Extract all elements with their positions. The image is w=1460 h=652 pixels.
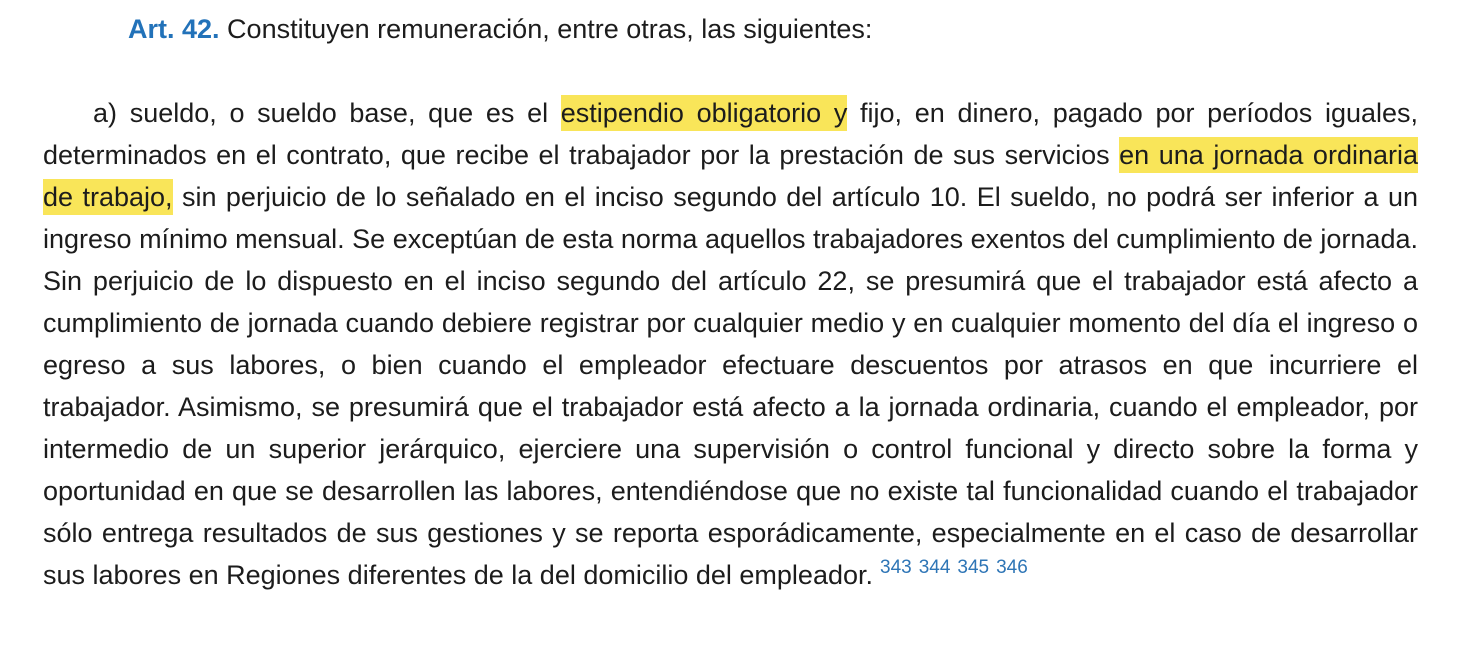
highlighted-text: en una jornada ordinaria de trabajo, bbox=[43, 137, 1418, 215]
article-intro: Constituyen remuneración, entre otras, las siguientes: bbox=[219, 14, 873, 44]
footnote-link[interactable]: 346 bbox=[996, 557, 1028, 578]
paragraph-text: a) sueldo, o sueldo base, que es el bbox=[93, 98, 561, 128]
paragraph-text: sin perjuicio de lo señalado en el inciso segundo del artículo 10. El sueldo, no podrá ser inferior a un ingreso mínimo mensual. Se exceptúan de esta norma aquellos trabajadores exentos del cumplimiento de jornada. Sin perjuicio de lo dispuesto en el inciso segundo del artículo 22, se presumirá que el trabajador está afecto a cumplimiento de jornada cuando debiere registrar por cualquier medio y en cualquier momento del día el ingreso o egreso a sus labores, o bien cuando el empleador efectuare descuentos por atrasos en que incurriere el trabajador. Asimismo, se presumirá que el trabajador está afecto a la jornada ordinaria, cuando el empleador, por intermedio de un superior jerárquico, ejerciere una supervisión o control funcional y directo sobre la forma y oportunidad en que se desarrollen las labores, entendiéndose que no existe tal funcionalidad cuando el trabajador sólo entrega resultados de sus gestiones y se reporta esporádicamente, especialmente en el caso de desarrollar sus labores en Regiones diferentes de la del domicilio del empleador. bbox=[43, 182, 1418, 590]
paragraph-text: fijo, en dinero, pagado por períodos iguales, determinados en el contrato, que recibe el trabajador por la prestación de sus servicios bbox=[43, 98, 1419, 170]
highlighted-text: estipendio obligatorio y bbox=[561, 95, 848, 131]
footnote-link[interactable]: 343 bbox=[880, 557, 912, 578]
article-number: Art. 42. bbox=[128, 14, 220, 44]
article-heading bbox=[43, 8, 1418, 50]
footnote-references bbox=[873, 557, 1028, 590]
footnote-link[interactable]: 344 bbox=[918, 557, 951, 578]
article-paragraph bbox=[43, 92, 1418, 596]
footnote-link[interactable]: 345 bbox=[957, 557, 990, 578]
